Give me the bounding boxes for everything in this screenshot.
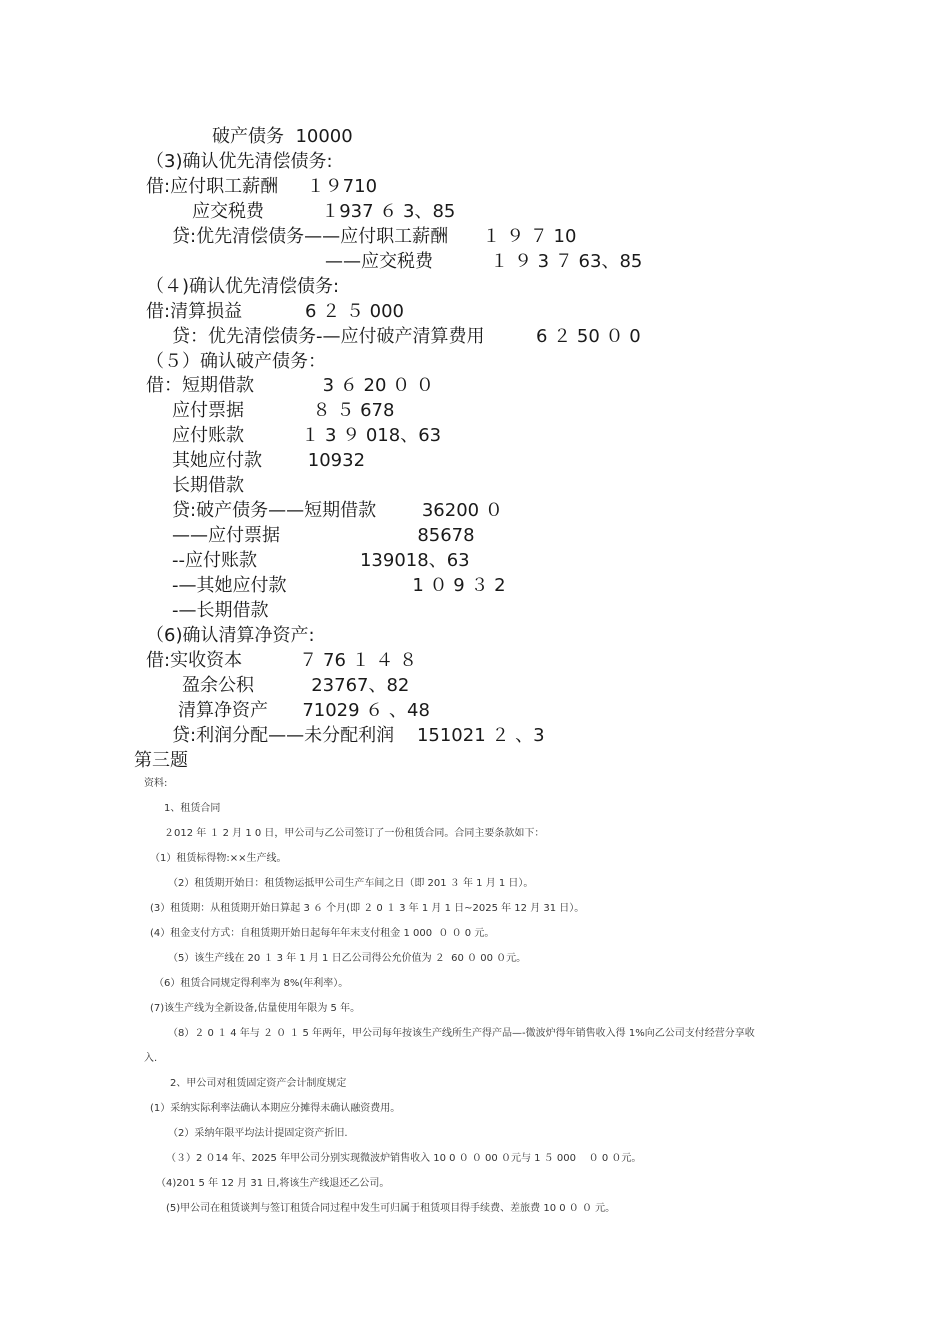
journal-line: 其她应付款 10932	[172, 450, 366, 471]
journal-line: （6)确认清算净资产:	[146, 625, 315, 646]
journal-line: 贷:利润分配——未分配利润 151021 ２ 、3	[172, 725, 545, 746]
material-line: 1、租赁合同	[164, 803, 221, 814]
material-line: （2）采纳年限平均法计提固定资产折旧.	[168, 1128, 348, 1139]
journal-line: ——应付票据 85678	[172, 525, 475, 546]
material-line: （8）２ 0 １ 4 年与 ２ ０ １ 5 年两年，甲公司每年按该生产线所生产得产品—-微波炉得年销售收入得 1%向乙公司支付经营分享收	[168, 1028, 755, 1039]
material-line: 2、甲公司对租赁固定资产会计制度规定	[170, 1078, 347, 1089]
section-title: 第三题	[134, 750, 188, 771]
journal-line: 破产债务 10000	[212, 126, 353, 147]
journal-line: 借:清算损益 6 ２ ５ 000	[146, 301, 404, 322]
material-line: (3）租赁期：从租赁期开始日算起 3 ６ 个月(即 ２ 0 １ 3 年 1 月 1 日~2025 年 12 月 31 日）。	[150, 903, 585, 914]
material-line: (4）租金支付方式：自租赁期开始日起每年年末支付租金 1 000 ０ ０ 0 元。	[150, 928, 495, 939]
journal-line: 借：短期借款 3 ６ 20 ０ ０	[146, 375, 434, 396]
journal-line: （3)确认优先清偿债务:	[146, 151, 333, 172]
material-line: （３）2 ０14 年、2025 年甲公司分别实现微波炉销售收入 10 0 ０ ０ 00 ０元与 1 ５ 000 ０ 0 ０元。	[166, 1153, 642, 1164]
material-line: 资料:	[144, 778, 168, 789]
journal-line: -—其她应付款 1 ０ 9 ３ 2	[172, 575, 506, 596]
journal-line: （５）确认破产债务：	[146, 351, 326, 372]
journal-line: 清算净资产 71029 ６ 、48	[178, 700, 430, 721]
journal-line: 借:实收资本 ７ 76 １ ４ ８	[146, 650, 418, 671]
journal-line: 应付票据 ８ ５ 678	[172, 400, 395, 421]
material-line: 入.	[144, 1053, 158, 1064]
journal-line: 借:应付职工薪酬 １９710	[146, 176, 378, 197]
material-line: (5)甲公司在租赁谈判与签订租赁合同过程中发生可归属于租赁项目得手续费、差旅费 10 0 ０ ０ 元。	[166, 1203, 616, 1214]
material-line: （1）租赁标得物:××生产线。	[150, 853, 287, 864]
material-line: (7)该生产线为全新设备,估量使用年限为 5 年。	[150, 1003, 361, 1014]
journal-line: ——应交税费 １ ９ 3 ７ 63、85	[325, 251, 643, 272]
journal-line: 盈余公积 23767、82	[182, 675, 410, 696]
material-line: （4)201 5 年 12 月 31 日,将该生产线退还乙公司。	[156, 1178, 390, 1189]
material-line: （5）该生产线在 20 １ 3 年 1 月 1 日乙公司得公允价值为 ２ 60 ０ 00 ０元。	[168, 953, 527, 964]
journal-line: -—长期借款	[172, 600, 269, 621]
journal-line: （４)确认优先清偿债务:	[146, 276, 340, 297]
journal-line: --应付账款 139018、63	[172, 550, 470, 571]
journal-line: 贷:破产债务——短期借款 36200 ０	[172, 500, 503, 521]
material-line: （2）租赁期开始日：租赁物运抵甲公司生产车间之日（即 201 ３ 年 1 月 1 日）。	[168, 878, 534, 889]
journal-line: 应交税费 １937 ６ 3、85	[192, 201, 456, 222]
journal-line: 应付账款 １ 3 ９ 018、63	[172, 425, 442, 446]
journal-line: 长期借款	[172, 475, 244, 496]
material-line: (1）采纳实际利率法确认本期应分摊得未确认融资费用。	[150, 1103, 401, 1114]
journal-line: 贷：优先清偿债务-—应付破产清算费用 6 ２ 50 ０ 0	[172, 326, 641, 347]
material-line: ２012 年 １ 2 月 1 0 日，甲公司与乙公司签订了一份租赁合同。合同主要条款如下：	[164, 828, 545, 839]
material-line: （6）租赁合同规定得利率为 8%(年利率）。	[154, 978, 349, 989]
journal-line: 贷:优先清偿债务——应付职工薪酬 １ ９ ７ 10	[172, 226, 577, 247]
